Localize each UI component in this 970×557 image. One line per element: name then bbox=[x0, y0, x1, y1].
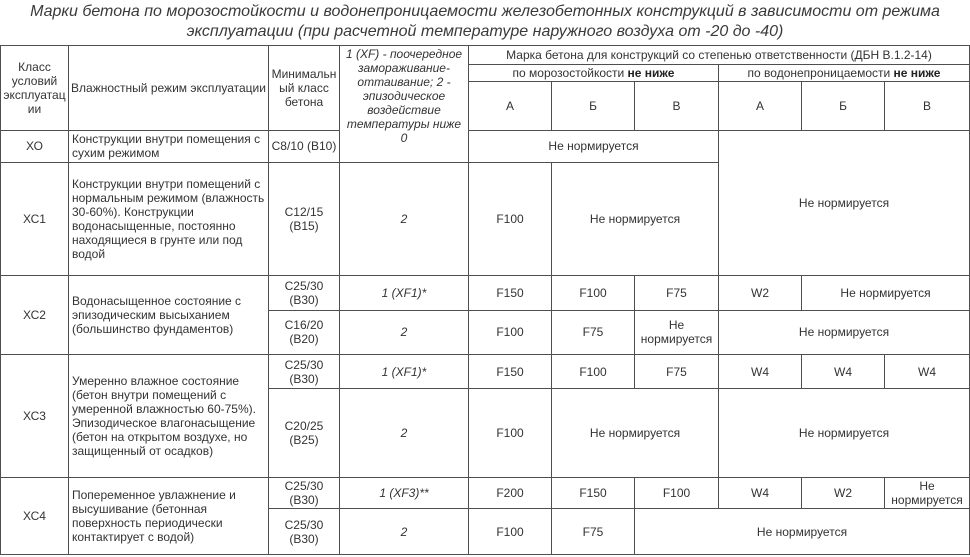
header-water-prefix: по водонепроницаемости bbox=[747, 66, 894, 81]
class-xc4: ХС4 bbox=[1, 478, 69, 555]
freeze-xc2-1: 1 (XF1)* bbox=[340, 276, 469, 310]
frost-c-xc2-2: Не нормируется bbox=[635, 310, 719, 354]
header-frost-a: А bbox=[469, 82, 552, 130]
frost-a-xc4-2: F100 bbox=[469, 509, 552, 555]
frost-b-xc2-2: F75 bbox=[552, 310, 635, 354]
frost-a-xc1: F100 bbox=[469, 163, 552, 276]
water-xo-xc1: Не нормируется bbox=[719, 130, 970, 275]
header-frost-not-below: не ниже bbox=[627, 66, 675, 81]
frost-c-xc3-1: F75 bbox=[635, 354, 719, 388]
min-xc4-1: С25/30 (В30) bbox=[269, 478, 340, 509]
desc-xc4: Попеременное увлажнение и высушивание (бетонная поверхность периодически контактирует с водой) bbox=[69, 478, 269, 555]
frost-bc-xc1: Не нормируется bbox=[552, 163, 719, 276]
min-xc3-2: С20/25 (В25) bbox=[269, 389, 340, 478]
desc-xc2: Водонасыщенное состояние с эпизодическим высыханием (большинство фундаментов) bbox=[69, 276, 269, 355]
water-a-xc4-1: W4 bbox=[719, 478, 802, 509]
frost-a-xc2-1: F150 bbox=[469, 276, 552, 310]
water-abc-xc2-2: Не нормируется bbox=[719, 310, 970, 354]
freeze-xc3-1: 1 (XF1)* bbox=[340, 354, 469, 388]
row-xc3-1 bbox=[1, 354, 970, 388]
freeze-xc1: 2 bbox=[340, 163, 469, 276]
frost-a-xc3-1: F150 bbox=[469, 354, 552, 388]
class-xc2: ХС2 bbox=[1, 276, 69, 355]
header-water-a: А bbox=[719, 82, 802, 130]
water-a-xc2-1: W2 bbox=[719, 276, 802, 310]
table-title-line-2: эксплуатации (при расчетной температуре наружного воздуха от -20 до -40) bbox=[186, 23, 784, 40]
freeze-xc2-2: 2 bbox=[340, 310, 469, 354]
frost-b-xc3-1: F100 bbox=[552, 354, 635, 388]
min-xc1: С12/15 (В15) bbox=[269, 163, 340, 276]
header-grade-group: Марка бетона для конструкций со степенью ответственности (ДБН В.1.2-14) bbox=[469, 46, 970, 65]
frost-b-xc4-1: F150 bbox=[552, 478, 635, 509]
water-b-xc4-1: W2 bbox=[802, 478, 885, 509]
frost-b-xc4-2: F75 bbox=[552, 509, 635, 555]
desc-xc3: Умеренно влажное состояние (бетон внутри помещений с умеренной влажностью 60-75%). Эпизодическое влагонасыщение (бетон на открытом воздухе, но защищенный от осадков) bbox=[69, 354, 269, 477]
class-xo: ХО bbox=[1, 130, 69, 162]
freeze-xc4-2: 2 bbox=[340, 509, 469, 555]
water-bc-xc2-1: Не нормируется bbox=[802, 276, 970, 310]
header-freeze: 1 (XF) - поочередное замораживание-оттаивание; 2 - эпизодическое воздействие температуры ниже 0 bbox=[340, 46, 469, 163]
row-xo-a bbox=[1, 130, 970, 146]
freeze-xc4-1: 1 (XF3)** bbox=[340, 478, 469, 509]
header-water-not-below: не ниже bbox=[893, 66, 941, 81]
freeze-xc3-2: 2 bbox=[340, 389, 469, 478]
class-xc3: ХС3 bbox=[1, 354, 69, 477]
header-frost bbox=[469, 65, 719, 82]
header-min-class: Минимальный класс бетона bbox=[269, 46, 340, 131]
frost-b-xc2-1: F100 bbox=[552, 276, 635, 310]
frost-bc-xc3-2: Не нормируется bbox=[552, 389, 719, 478]
water-a-xc3-1: W4 bbox=[719, 354, 802, 388]
header-water-b: Б bbox=[802, 82, 885, 130]
header-water-c: В bbox=[885, 82, 970, 130]
min-xo: С8/10 (В10) bbox=[269, 130, 340, 162]
table-title-line-1: Марки бетона по морозостойкости и водонепроницаемости железобетонных конструкций в зависимости от режима bbox=[30, 3, 940, 20]
frost-a-xc2-2: F100 bbox=[469, 310, 552, 354]
concrete-grades-table bbox=[0, 45, 970, 555]
frost-a-xc3-2: F100 bbox=[469, 389, 552, 478]
class-xc1: ХС1 bbox=[1, 163, 69, 276]
row-xc2-1 bbox=[1, 276, 970, 310]
header-frost-c: В bbox=[635, 82, 719, 130]
header-class: Класс условий эксплуатации bbox=[1, 46, 69, 131]
frost-c-xc2-1: F75 bbox=[635, 276, 719, 310]
frost-c-xc4-1: F100 bbox=[635, 478, 719, 509]
water-c-xc3-1: W4 bbox=[885, 354, 970, 388]
frost-a-xc4-1: F200 bbox=[469, 478, 552, 509]
rest-xc4-2: Не нормируется bbox=[635, 509, 970, 555]
desc-xo: Конструкции внутри помещения с сухим режимом bbox=[69, 130, 269, 162]
frost-xo: Не нормируется bbox=[469, 130, 719, 162]
min-xc2-1: С25/30 (В30) bbox=[269, 276, 340, 310]
row-xc4-1 bbox=[1, 478, 970, 509]
header-row-1 bbox=[1, 46, 970, 65]
header-water bbox=[719, 65, 970, 82]
header-frost-prefix: по морозостойкости bbox=[512, 66, 628, 81]
water-abc-xc3-2: Не нормируется bbox=[719, 389, 970, 478]
water-c-xc4-1: Не нормируется bbox=[885, 478, 970, 509]
min-xc4-2: С25/30 (В30) bbox=[269, 509, 340, 555]
water-b-xc3-1: W4 bbox=[802, 354, 885, 388]
header-humidity: Влажностный режим эксплуатации bbox=[69, 46, 269, 131]
min-xc3-1: С25/30 (В30) bbox=[269, 354, 340, 388]
header-frost-b: Б bbox=[552, 82, 635, 130]
desc-xc1: Конструкции внутри помещений с нормальным режимом (влажность 30-60%). Конструкции водонасыщенные, постоянно находящиеся в грунте или под водой bbox=[69, 163, 269, 276]
min-xc2-2: С16/20 (В20) bbox=[269, 310, 340, 354]
table-title bbox=[0, 2, 970, 42]
